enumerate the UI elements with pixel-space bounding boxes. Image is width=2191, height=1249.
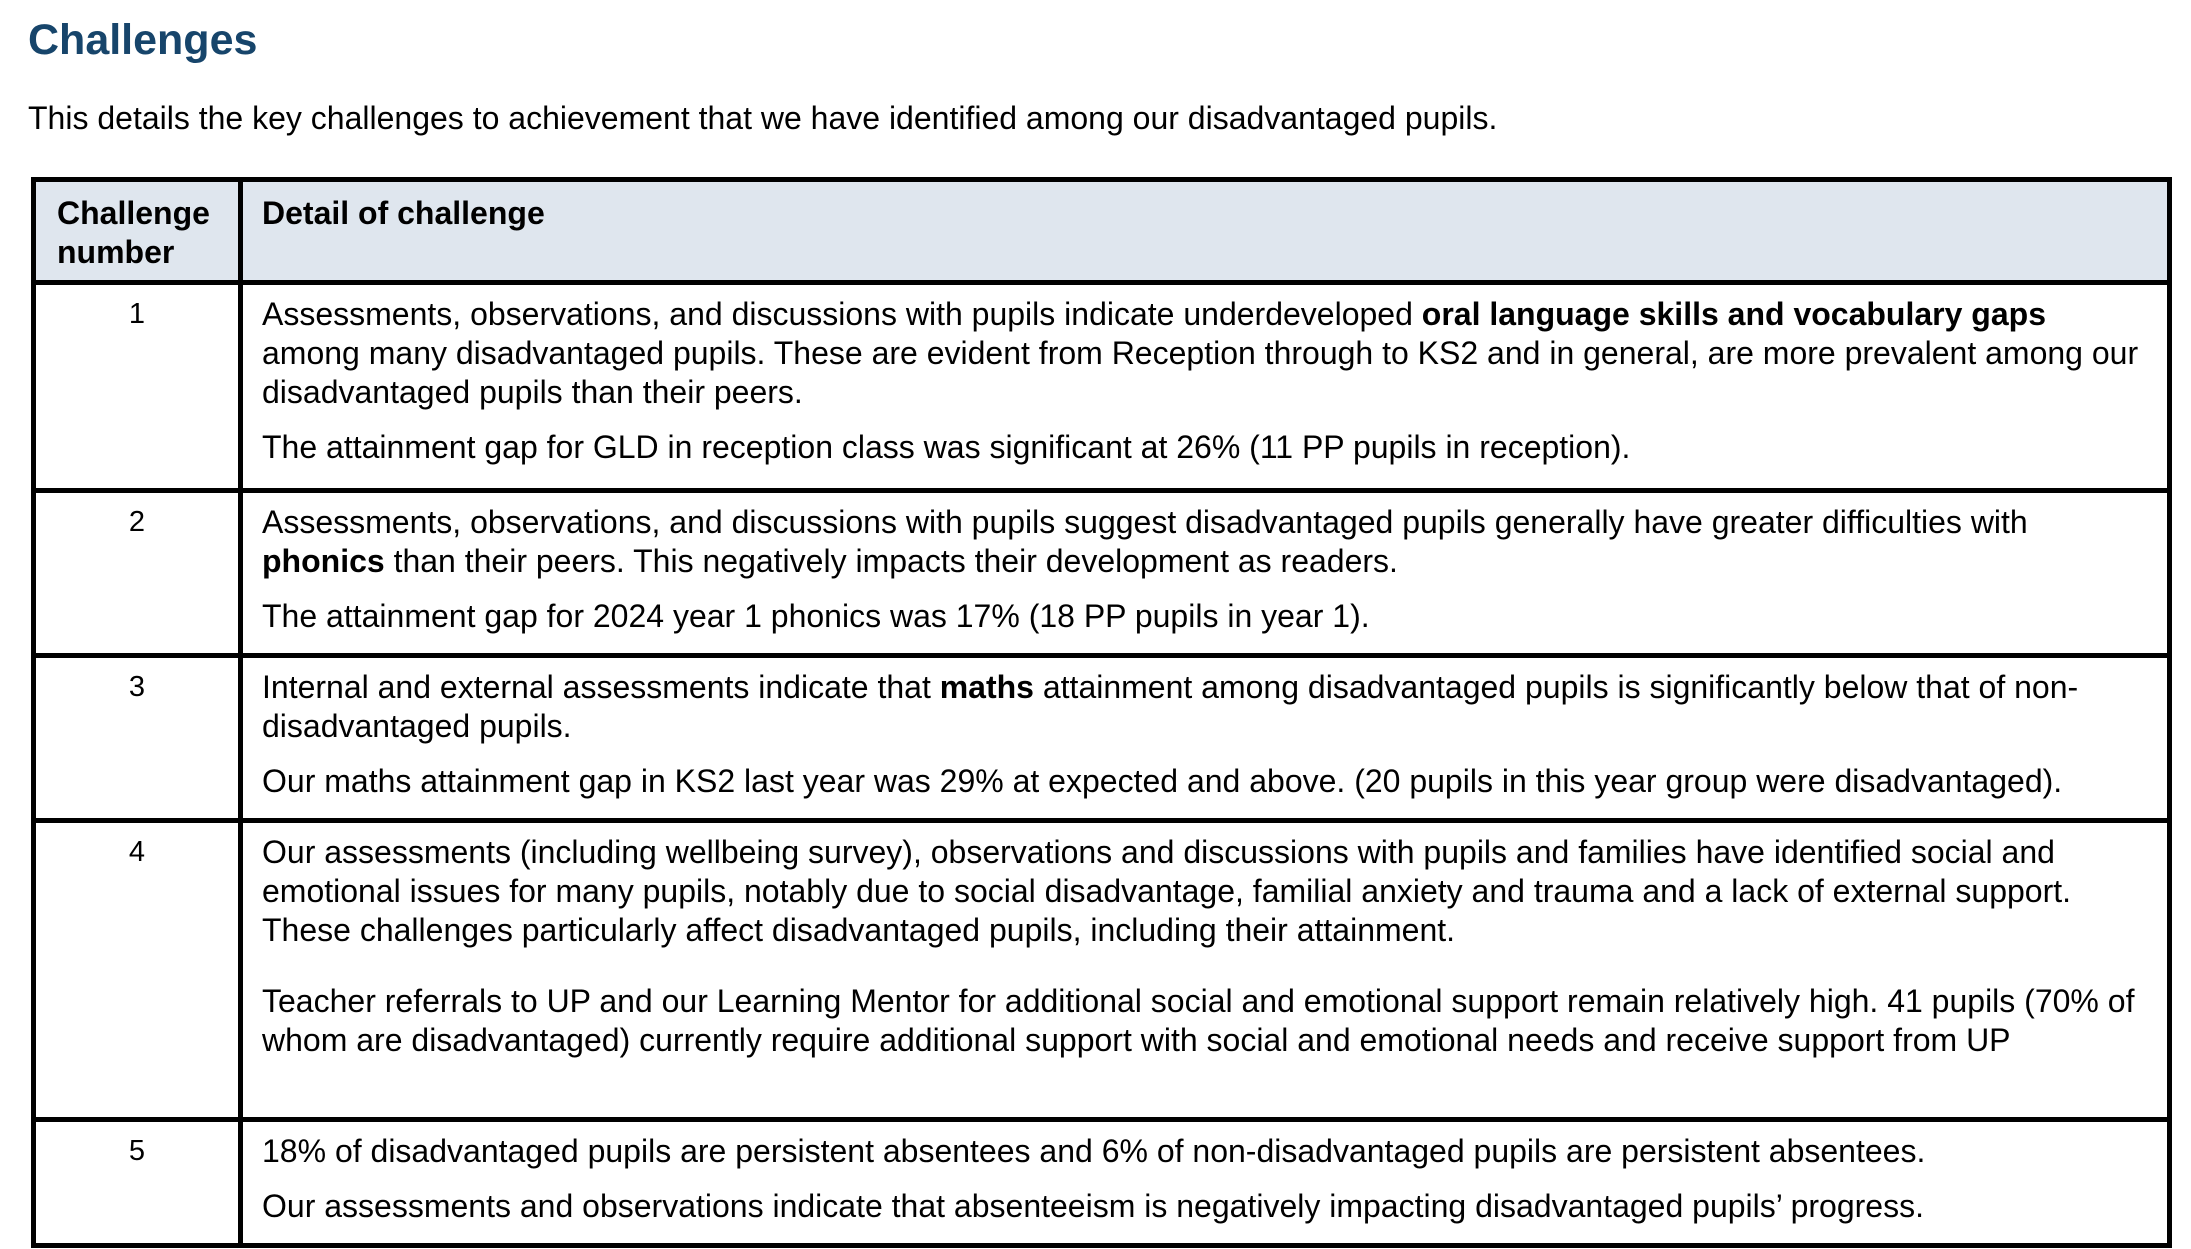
- detail-paragraph: Our assessments (including wellbeing survey), observations and discussions with pupils and families have identified social and emotional issues for many pupils, notably due to social disadvantage, familial anxiety and trauma and a lack of external support. These challenges particularly affect disadvantaged pupils, including their attainment.: [262, 834, 2072, 948]
- table-row: [34, 821, 2170, 1120]
- header-detail-of-challenge: Detail of challenge: [241, 180, 2170, 283]
- table-row: [34, 656, 2170, 821]
- detail-paragraph: [262, 503, 2151, 581]
- challenge-detail: [241, 656, 2170, 821]
- detail-text: attainment among disadvantaged pupils is significantly below that of non-disadvantaged pupils.: [262, 669, 2079, 744]
- detail-emphasis: oral language skills and vocabulary gaps: [1421, 296, 2046, 332]
- detail-text: Assessments, observations, and discussions with pupils indicate underdeveloped: [262, 296, 1422, 332]
- detail-paragraph: The attainment gap for GLD in reception class was significant at 26% (11 PP pupils in reception).: [262, 429, 1631, 465]
- challenge-detail: [241, 821, 2170, 1120]
- table-row: [34, 283, 2170, 491]
- challenge-detail: [241, 491, 2170, 656]
- detail-text: Internal and external assessments indicate that: [262, 669, 940, 705]
- challenge-number: 4: [34, 821, 241, 1120]
- table-header-row: [34, 180, 2170, 283]
- detail-paragraph: 18% of disadvantaged pupils are persistent absentees and 6% of non-disadvantaged pupils are persistent absentees.: [262, 1133, 1926, 1169]
- detail-text: Assessments, observations, and discussions with pupils suggest disadvantaged pupils generally have greater difficulties with: [262, 504, 2028, 540]
- detail-paragraph: Our maths attainment gap in KS2 last year was 29% at expected and above. (20 pupils in this year group were disadvantaged).: [262, 763, 2063, 799]
- table-row: [34, 1120, 2170, 1246]
- challenge-number: 2: [34, 491, 241, 656]
- page-heading: Challenges: [28, 16, 258, 64]
- detail-emphasis: maths: [939, 669, 1034, 705]
- challenge-number: 1: [34, 283, 241, 491]
- challenge-number: 5: [34, 1120, 241, 1246]
- detail-paragraph: [262, 295, 2151, 412]
- intro-text: This details the key challenges to achievement that we have identified among our disadvantaged pupils.: [28, 100, 1498, 136]
- challenge-detail: [241, 283, 2170, 491]
- detail-paragraph: [262, 668, 2151, 746]
- challenges-table: [31, 177, 2172, 1248]
- header-challenge-number: Challenge number: [34, 180, 241, 283]
- challenge-detail: [241, 1120, 2170, 1246]
- detail-paragraph: Our assessments and observations indicate that absenteeism is negatively impacting disadvantaged pupils’ progress.: [262, 1188, 1924, 1224]
- table-row: [34, 491, 2170, 656]
- detail-text: among many disadvantaged pupils. These are evident from Reception through to KS2 and in general, are more prevalent among our disadvantaged pupils than their peers.: [262, 335, 2139, 410]
- challenge-number: 3: [34, 656, 241, 821]
- detail-text: than their peers. This negatively impacts their development as readers.: [384, 543, 1398, 579]
- detail-paragraph: The attainment gap for 2024 year 1 phonics was 17% (18 PP pupils in year 1).: [262, 598, 1370, 634]
- detail-paragraph: Teacher referrals to UP and our Learning Mentor for additional social and emotional support remain relatively high. 41 pupils (70% of whom are disadvantaged) currently require additional support with social and emotional needs and receive support from UP: [262, 983, 2135, 1058]
- detail-emphasis: phonics: [262, 543, 385, 579]
